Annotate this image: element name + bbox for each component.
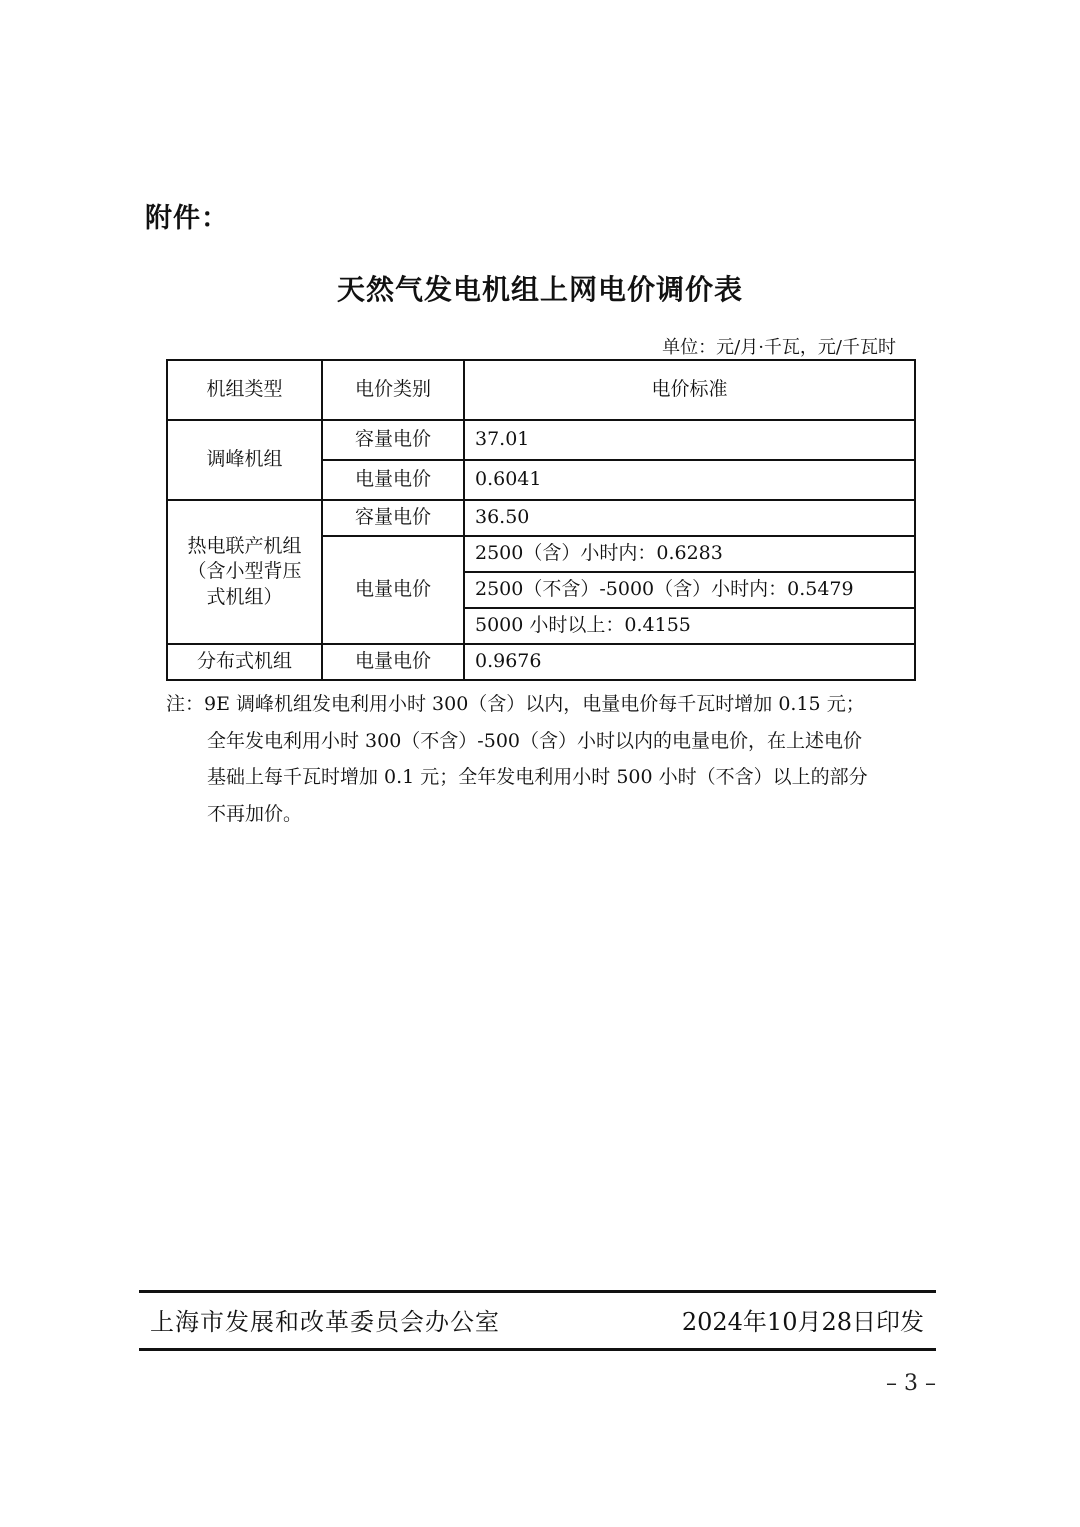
chp-energy-label: 电量电价 bbox=[322, 536, 464, 644]
chp-type-line: 式机组） bbox=[206, 585, 283, 608]
note-line: 不再加价。 bbox=[207, 802, 303, 825]
distributed-energy-label: 电量电价 bbox=[322, 644, 464, 680]
unit-note: 单位：元/月·千瓦，元/千瓦时 bbox=[662, 337, 896, 358]
chp-unit-type bbox=[167, 500, 322, 644]
footer-office: 上海市发展和改革委员会办公室 bbox=[150, 1308, 500, 1336]
table-header-row bbox=[167, 360, 915, 420]
footer-rule-bottom bbox=[139, 1348, 936, 1351]
header-unit-type: 机组类型 bbox=[167, 360, 322, 420]
table-row bbox=[167, 644, 915, 680]
note-line: 基础上每千瓦时增加 0.1 元；全年发电利用小时 500 小时（不含）以上的部分 bbox=[207, 766, 868, 788]
footer-date: 2024年10月28日印发 bbox=[681, 1308, 924, 1336]
chp-energy-tier-2: 2500（不含）-5000（含）小时内：0.5479 bbox=[464, 572, 915, 608]
peaking-capacity-label: 容量电价 bbox=[322, 420, 464, 460]
note-line: 注：9E 调峰机组发电利用小时 300（含）以内，电量电价每千瓦时增加 0.15 元； bbox=[166, 693, 865, 715]
price-table bbox=[166, 359, 916, 681]
chp-capacity-value: 36.50 bbox=[464, 500, 915, 536]
chp-energy-tier-3: 5000 小时以上：0.4155 bbox=[464, 608, 915, 644]
peaking-energy-label: 电量电价 bbox=[322, 460, 464, 500]
page-number: – 3 – bbox=[886, 1371, 936, 1396]
footer-rule-top bbox=[139, 1290, 936, 1293]
peaking-unit-type: 调峰机组 bbox=[167, 420, 322, 500]
header-price-standard: 电价标准 bbox=[464, 360, 915, 420]
notes bbox=[166, 686, 916, 832]
peaking-energy-value: 0.6041 bbox=[464, 460, 915, 500]
attachment-label: 附件： bbox=[145, 203, 229, 234]
chp-energy-tier-1: 2500（含）小时内：0.6283 bbox=[464, 536, 915, 572]
document-title: 天然气发电机组上网电价调价表 bbox=[336, 273, 743, 306]
distributed-energy-value: 0.9676 bbox=[464, 644, 915, 680]
distributed-unit-type: 分布式机组 bbox=[167, 644, 322, 680]
chp-type-line: 热电联产机组 bbox=[187, 534, 302, 557]
table-row bbox=[167, 420, 915, 460]
header-price-category: 电价类别 bbox=[322, 360, 464, 420]
chp-capacity-label: 容量电价 bbox=[322, 500, 464, 536]
table-row bbox=[167, 500, 915, 536]
note-line: 全年发电利用小时 300（不含）-500（含）小时以内的电量电价，在上述电价 bbox=[207, 729, 862, 752]
peaking-capacity-value: 37.01 bbox=[464, 420, 915, 460]
chp-type-line: （含小型背压 bbox=[187, 560, 302, 583]
